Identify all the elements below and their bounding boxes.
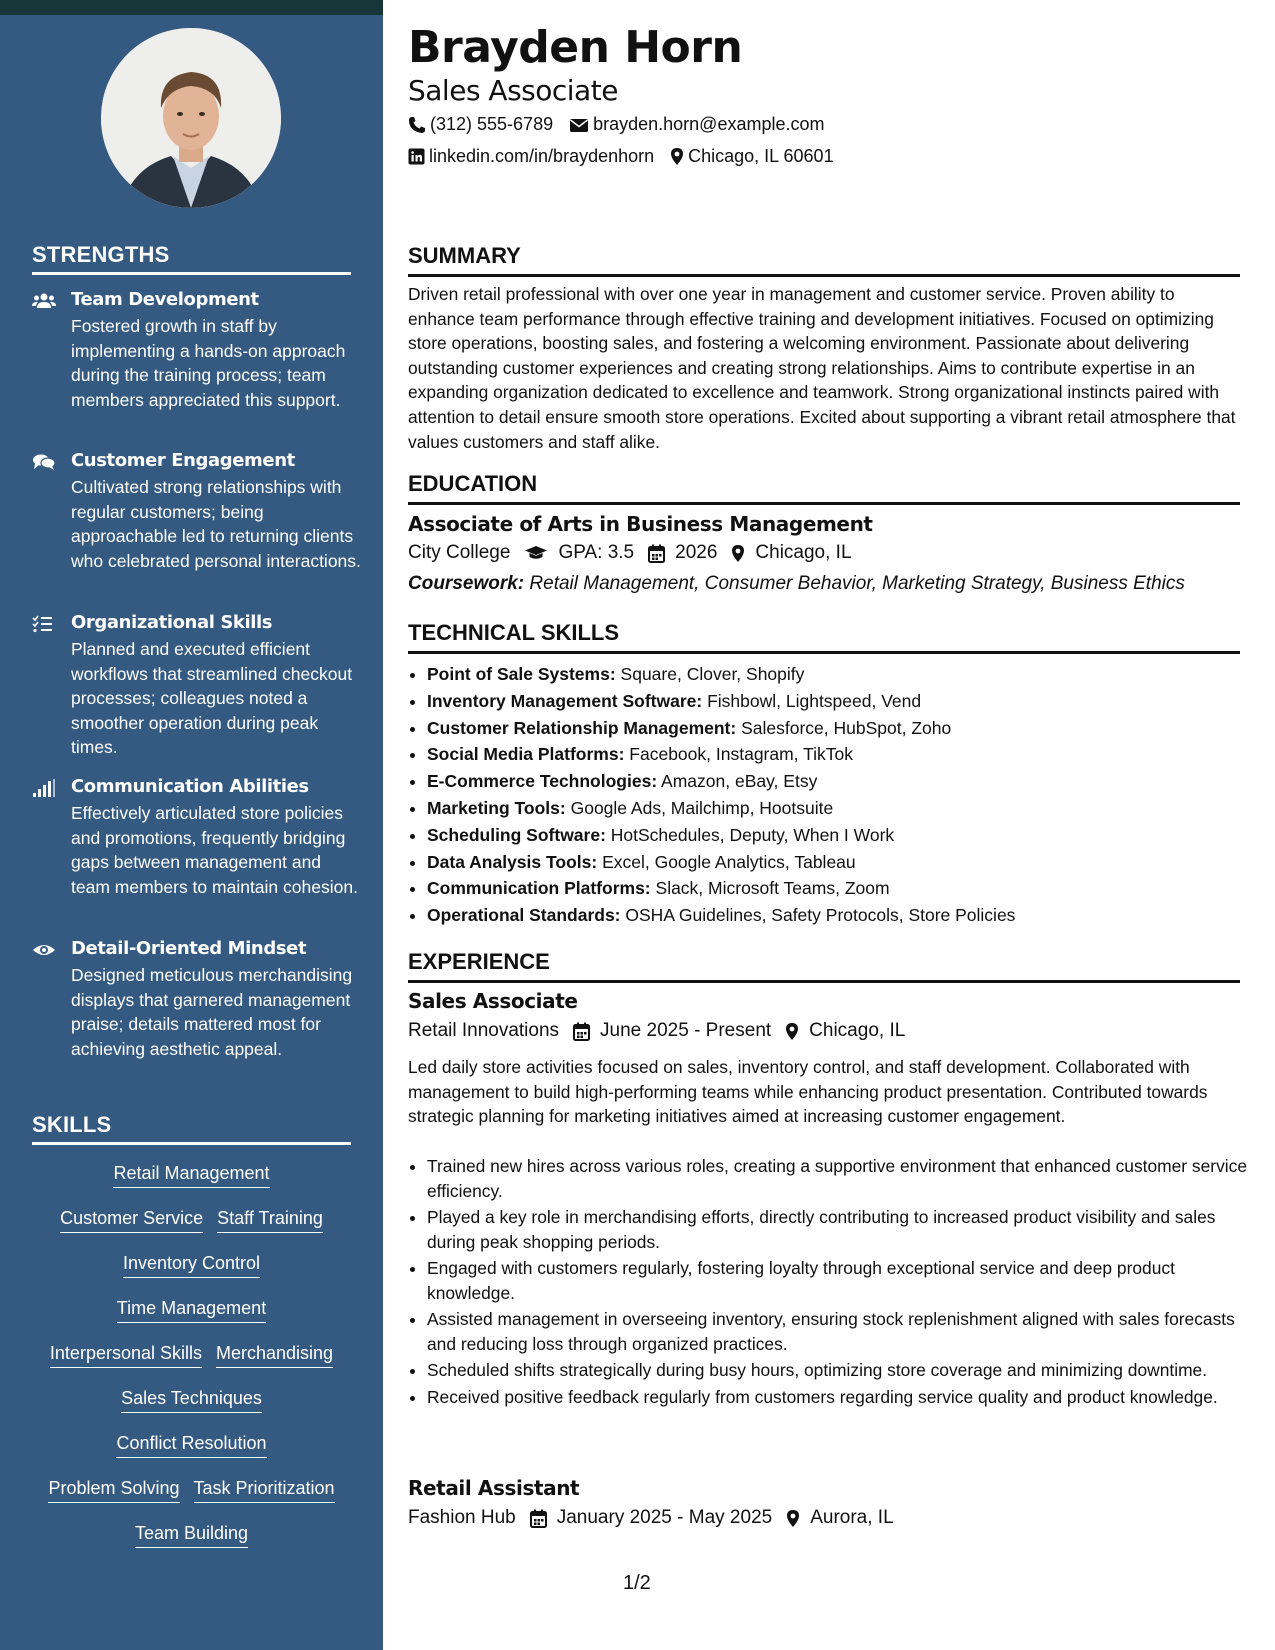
tech-skill-value: HotSchedules, Deputy, When I Work — [610, 824, 895, 845]
profile-photo — [101, 28, 281, 208]
users-icon — [32, 292, 56, 310]
strengths-heading: STRENGTHS — [32, 242, 351, 275]
strength-description: Cultivated strong relationships with regular customers; being approachable led to returning clients who celebrated personal interactions. — [71, 477, 361, 571]
job-bullet: • Engaged with customers regularly, fostering loyalty through exceptional service and deep product knowledge. — [427, 1256, 1259, 1305]
strength-description: Fostered growth in staff by implementing a hands-on approach during the training process; team members appreciated this support. — [71, 316, 346, 410]
tech-skill-label: Point of Sale Systems: — [427, 664, 616, 684]
tech-skill-value: Fishbowl, Lightspeed, Vend — [707, 690, 922, 711]
skills-heading: SKILLS — [32, 1112, 351, 1145]
skill-tag: Conflict Resolution — [116, 1432, 266, 1458]
phone-contact[interactable] — [408, 114, 553, 135]
strength-title: Team Development — [71, 289, 259, 310]
calendar-icon — [648, 544, 665, 563]
job-summary: Led daily store activities focused on sales, inventory control, and staff development. Collaborated with management to build high-performing teams while enhancing product presentation. Contributed towards strategic planning for marketing initiatives aimed at increasing customer engagement. — [408, 1057, 1208, 1127]
tech-skill-value: Facebook, Instagram, TikTok — [629, 744, 854, 765]
strength-description: Planned and executed efficient workflows that streamlined checkout processes; colleagues noted a smoother operation during peak times. — [71, 639, 353, 757]
tech-skill-label: Customer Relationship Management: — [427, 717, 737, 738]
gpa — [524, 542, 634, 564]
tech-skill-label: Social Media Platforms: — [427, 744, 625, 765]
envelope-icon — [569, 117, 589, 133]
tech-skill-label: Operational Standards: — [427, 905, 621, 926]
technical-skills-heading: TECHNICAL SKILLS — [408, 620, 1240, 654]
education-heading: EDUCATION — [408, 471, 1240, 505]
tech-skill-label: Marketing Tools: — [427, 797, 566, 818]
job-title: Retail Assistant — [408, 1476, 580, 1500]
tech-skill-label: E-Commerce Technologies: — [427, 771, 658, 792]
map-marker-icon — [785, 1022, 799, 1041]
strength-title: Organizational Skills — [71, 612, 273, 633]
summary-heading: SUMMARY — [408, 243, 1240, 277]
tech-skill-value: Salesforce, HubSpot, Zoho — [741, 717, 952, 738]
coursework-label: Coursework: — [408, 573, 525, 594]
location-contact — [670, 146, 833, 167]
job-dates-text: June 2025 - Present — [600, 1020, 772, 1041]
strength-title: Detail-Oriented Mindset — [71, 938, 307, 959]
tech-skill-label: Scheduling Software: — [427, 824, 606, 845]
job-bullets — [408, 1154, 1259, 1411]
skill-tag: Staff Training — [217, 1207, 323, 1233]
job-bullet: • Received positive feedback regularly from customers regarding service quality and product knowledge. — [427, 1385, 1259, 1410]
job-bullet: • Scheduled shifts strategically during busy hours, optimizing store coverage and minimizing downtime. — [427, 1358, 1259, 1383]
tech-skill-item — [427, 849, 1259, 876]
eye-icon — [32, 941, 56, 959]
education-meta — [408, 542, 866, 564]
skill-tag: Sales Techniques — [121, 1387, 262, 1413]
skill-tag: Retail Management — [113, 1162, 269, 1188]
job-title: Sales Associate — [408, 989, 578, 1013]
job-location-text: Chicago, IL — [809, 1020, 906, 1041]
job-meta — [408, 1020, 919, 1042]
skill-tag: Interpersonal Skills — [50, 1342, 202, 1368]
tech-skill-item — [427, 795, 1259, 822]
tech-skill-value: Amazon, eBay, Etsy — [661, 771, 818, 792]
skill-tag: Inventory Control — [123, 1252, 260, 1278]
calendar-icon — [530, 1509, 547, 1528]
tech-skill-item — [427, 661, 1259, 688]
email-text: brayden.horn@example.com — [593, 114, 825, 134]
tech-skill-item — [427, 768, 1259, 795]
gpa-text: GPA: 3.5 — [558, 542, 635, 563]
location-text: Chicago, IL 60601 — [688, 146, 834, 166]
job-bullet: • Trained new hires across various roles, creating a supportive environment that enhanced customer service efficiency. — [427, 1154, 1259, 1203]
map-marker-icon — [670, 147, 684, 166]
tech-skill-value: Excel, Google Analytics, Tableau — [602, 851, 856, 872]
school-name — [408, 542, 510, 564]
strength-title: Customer Engagement — [71, 450, 295, 471]
company-name — [408, 1507, 516, 1529]
tech-skill-item — [427, 741, 1259, 768]
page-indicator: 1/2 — [623, 1572, 651, 1594]
degree-title: Associate of Arts in Business Management — [408, 512, 873, 536]
tech-skill-value: OSHA Guidelines, Safety Protocols, Store Policies — [625, 905, 1016, 926]
job-dates — [530, 1507, 772, 1529]
job-meta — [408, 1507, 908, 1529]
skill-tag: Problem Solving — [48, 1477, 179, 1503]
strength-title: Communication Abilities — [71, 776, 309, 797]
list-check-icon — [32, 615, 56, 633]
phone-icon — [408, 116, 426, 134]
skill-tag: Customer Service — [60, 1207, 203, 1233]
graduation-year — [648, 542, 717, 564]
calendar-icon — [573, 1022, 590, 1041]
candidate-name: Brayden Horn — [408, 22, 743, 73]
company-text: Fashion Hub — [408, 1507, 516, 1528]
company-name — [408, 1020, 559, 1042]
strength-description: Effectively articulated store policies and promotions, frequently bridging gaps between management and team members to maintain cohesion. — [71, 803, 358, 897]
tech-skill-item — [427, 688, 1259, 715]
skill-tag: Merchandising — [216, 1342, 333, 1368]
phone-text: (312) 555-6789 — [430, 114, 554, 134]
sidebar-top-bar — [0, 0, 383, 15]
tech-skill-item — [427, 715, 1259, 742]
skill-tag: Task Prioritization — [194, 1477, 335, 1503]
coursework-text: Retail Management, Consumer Behavior, Marketing Strategy, Business Ethics — [529, 573, 1185, 594]
summary-text: Driven retail professional with over one year in management and customer service. Proven ability to enhance team performance through effective training and development initiatives. Focused on optimizing store operations, boosting sales, and fostering a welcoming environment. Passionate about delivering outstanding customer experiences and creating strong relationships. Aims to contribute expertise in an expanding organization dedicated to excellence and teamwork. Strong organizational instincts paired with attention to detail ensure smooth store operations. Excited about supporting a vibrant retail atmosphere that values customers and staff alike. — [408, 284, 1236, 452]
contact-row — [408, 146, 850, 167]
tech-skill-value: Slack, Microsoft Teams, Zoom — [655, 878, 890, 899]
tech-skill-label: Inventory Management Software: — [427, 690, 703, 711]
map-marker-icon — [786, 1509, 800, 1528]
company-text: Retail Innovations — [408, 1020, 560, 1041]
signal-icon — [32, 779, 56, 797]
education-location-text: Chicago, IL — [755, 542, 852, 563]
technical-skills-list — [408, 661, 1259, 929]
tech-skill-value: Google Ads, Mailchimp, Hootsuite — [570, 797, 834, 818]
linkedin-icon — [408, 148, 425, 165]
tech-skill-label: Communication Platforms: — [427, 878, 651, 899]
strength-description: Designed meticulous merchandising displays that garnered management praise; details mattered most for achieving aesthetic appeal. — [71, 965, 353, 1059]
job-location-text: Aurora, IL — [810, 1507, 894, 1528]
linkedin-contact[interactable] — [408, 146, 654, 167]
school-text: City College — [408, 542, 511, 563]
map-marker-icon — [731, 544, 745, 563]
job-bullet: • Played a key role in merchandising efforts, directly contributing to increased product visibility and sales during peak shopping periods. — [427, 1205, 1259, 1254]
job-title: Sales Associate — [408, 74, 618, 107]
linkedin-text: linkedin.com/in/braydenhorn — [429, 146, 655, 166]
tech-skill-label: Data Analysis Tools: — [427, 851, 598, 872]
job-location — [786, 1507, 893, 1529]
education-location — [731, 542, 851, 564]
job-bullet: • Assisted management in overseeing inventory, ensuring stock replenishment aligned with sales forecasts and reducing loss through organized practices. — [427, 1307, 1259, 1356]
email-contact[interactable] — [569, 114, 824, 135]
tech-skill-item — [427, 822, 1259, 849]
contact-row — [408, 114, 840, 135]
year-text: 2026 — [675, 542, 718, 563]
skill-tag: Time Management — [117, 1297, 266, 1323]
job-dates-text: January 2025 - May 2025 — [556, 1507, 773, 1528]
tech-skill-item — [427, 902, 1259, 929]
comments-icon — [32, 453, 56, 471]
graduation-cap-icon — [524, 545, 548, 561]
skill-tag: Team Building — [135, 1522, 248, 1548]
coursework — [408, 573, 1185, 595]
tech-skill-value: Square, Clover, Shopify — [620, 664, 805, 684]
job-dates — [573, 1020, 771, 1042]
job-location — [785, 1020, 905, 1042]
sidebar — [0, 0, 383, 1650]
experience-heading: EXPERIENCE — [408, 949, 1240, 983]
tech-skill-item — [427, 875, 1259, 902]
